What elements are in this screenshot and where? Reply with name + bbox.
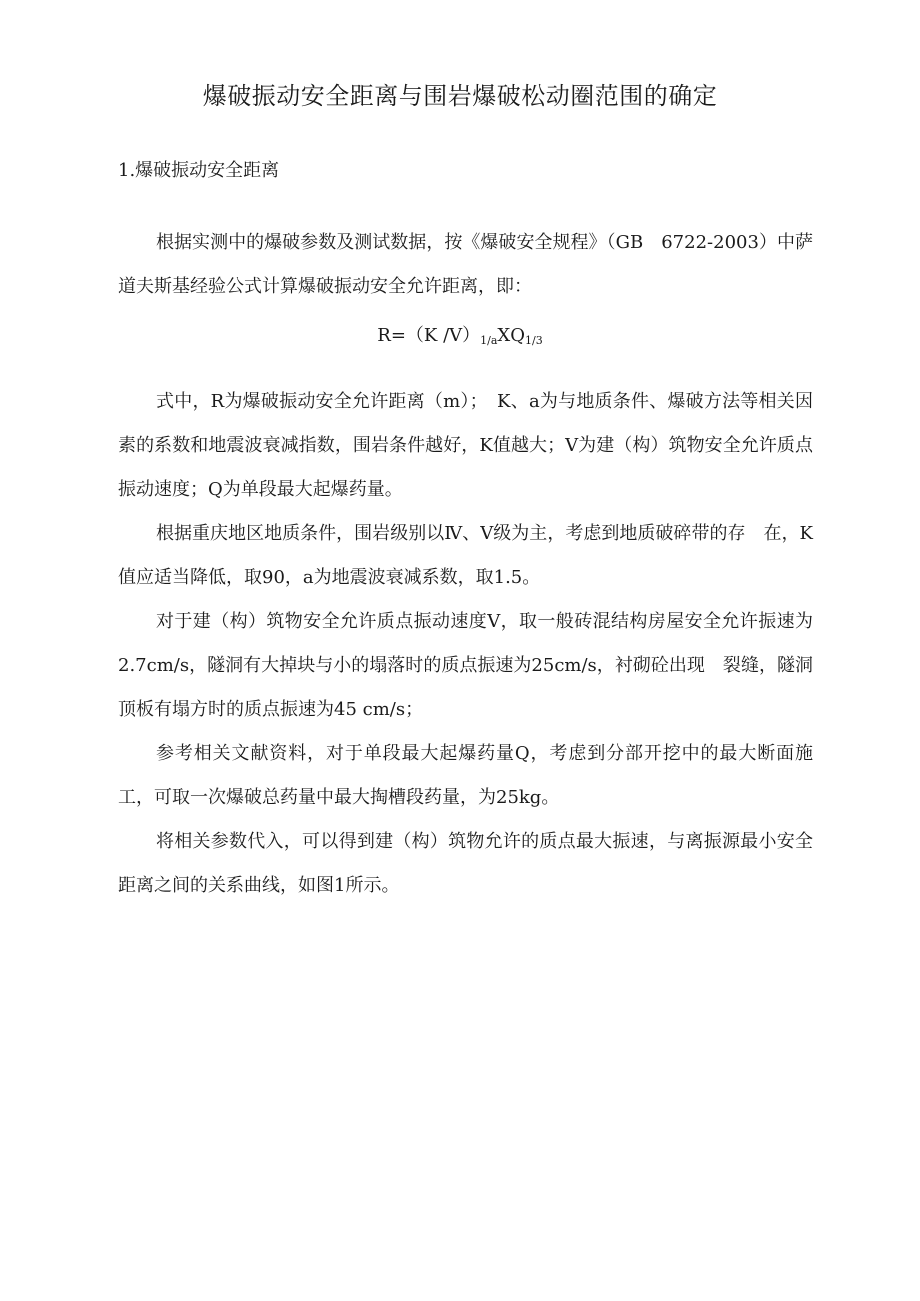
paragraph-vibration-velocity: 对于建（构）筑物安全允许质点振动速度V，取一般砖混结构房屋安全允许振速为2.7cm/s，隧洞有大掉块与小的塌落时的质点振速为25cm/s，衬砌砼出现 裂缝，隧洞顶板有塌方时的质点振速为45 cm/s；: [118, 611, 813, 720]
paragraph-conclusion: 将相关参数代入，可以得到建（构）筑物允许的质点最大振速，与离振源最小安全距离之间的关系曲线，如图1所示。: [118, 831, 813, 896]
formula-subscript-exponent: 1/a: [480, 334, 498, 347]
formula-main: R=（K /V）: [377, 325, 481, 346]
document-title: 爆破振动安全距离与围岩爆破松动圈范围的确定: [202, 82, 718, 110]
section-heading: 1.爆破振动安全距离: [118, 160, 280, 181]
formula: [0, 322, 920, 355]
paragraph-intro: 根据实测中的爆破参数及测试数据，按《爆破安全规程》（GB 6722-2003）中萨道夫斯基经验公式计算爆破振动安全允许距离，即：: [118, 232, 813, 297]
paragraph-geology-conditions: 根据重庆地区地质条件，围岩级别以Ⅳ、Ⅴ级为主，考虑到地质破碎带的存 在，K值应适当降低，取90，a为地震波衰减系数，取1.5。: [118, 523, 813, 588]
formula-middle: XQ: [497, 325, 525, 346]
formula-subscript-cube-root: 1/3: [525, 334, 543, 347]
paragraph-charge-quantity: 参考相关文献资料，对于单段最大起爆药量Q，考虑到分部开挖中的最大断面施工，可取一次爆破总药量中最大掏槽段药量，为25kg。: [118, 743, 813, 808]
paragraph-variable-definitions: 式中，R为爆破振动安全允许距离（m）； K、a为与地质条件、爆破方法等相关因素的系数和地震波衰减指数，围岩条件越好，K值越大；V为建（构）筑物安全允许质点振动速度；Q为单段最大起爆药量。: [118, 391, 813, 500]
